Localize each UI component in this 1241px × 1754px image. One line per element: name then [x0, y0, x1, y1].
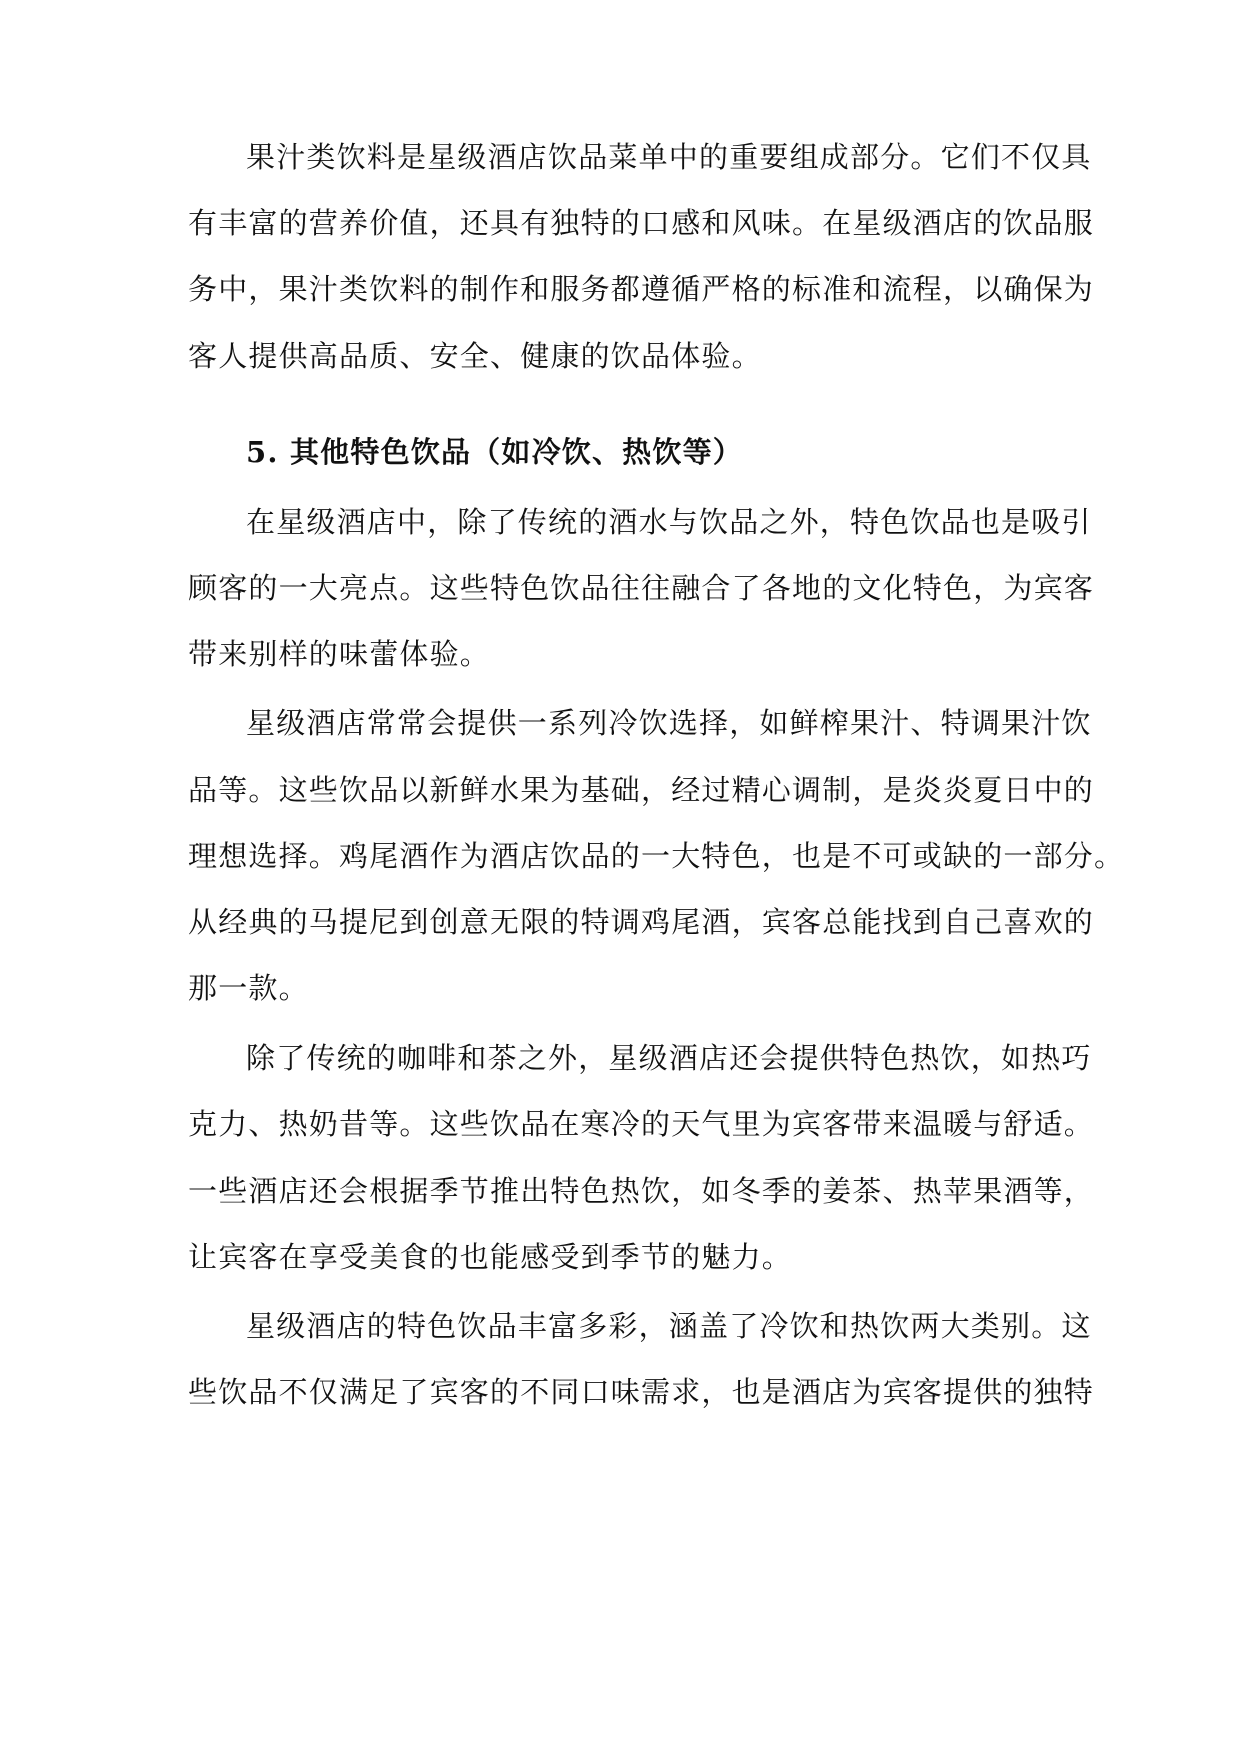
section-heading: 5. 其他特色饮品（如冷饮、热饮等）: [246, 435, 743, 469]
paragraph-line: 理想选择。鸡尾酒作为酒店饮品的一大特色，也是不可或缺的一部分。: [188, 839, 1125, 873]
paragraph-line: 客人提供高品质、安全、健康的饮品体验。: [188, 339, 762, 373]
paragraph-line: 星级酒店的特色饮品丰富多彩，涵盖了冷饮和热饮两大类别。这: [246, 1309, 1092, 1343]
paragraph-line: 让宾客在享受美食的也能感受到季节的魅力。: [188, 1240, 793, 1274]
paragraph-line: 务中，果汁类饮料的制作和服务都遵循严格的标准和流程，以确保为: [188, 272, 1095, 306]
paragraph-line: 果汁类饮料是星级酒店饮品菜单中的重要组成部分。它们不仅具: [246, 140, 1092, 174]
paragraph-line: 在星级酒店中，除了传统的酒水与饮品之外，特色饮品也是吸引: [246, 505, 1092, 539]
paragraph-line: 有丰富的营养价值，还具有独特的口感和风味。在星级酒店的饮品服: [188, 206, 1095, 240]
paragraph-line: 些饮品不仅满足了宾客的不同口味需求，也是酒店为宾客提供的独特: [188, 1375, 1095, 1409]
paragraph-line: 品等。这些饮品以新鲜水果为基础，经过精心调制，是炎炎夏日中的: [188, 773, 1095, 807]
paragraph-line: 除了传统的咖啡和茶之外，星级酒店还会提供特色热饮，如热巧: [246, 1041, 1092, 1075]
paragraph-line: 从经典的马提尼到创意无限的特调鸡尾酒，宾客总能找到自己喜欢的: [188, 905, 1095, 939]
paragraph-line: 顾客的一大亮点。这些特色饮品往往融合了各地的文化特色，为宾客: [188, 571, 1095, 605]
paragraph-line: 带来别样的味蕾体验。: [188, 637, 491, 671]
paragraph-line: 星级酒店常常会提供一系列冷饮选择，如鲜榨果汁、特调果汁饮: [246, 706, 1092, 740]
paragraph-line: 一些酒店还会根据季节推出特色热饮，如冬季的姜茶、热苹果酒等，: [188, 1174, 1095, 1208]
paragraph-line: 那一款。: [188, 971, 309, 1005]
paragraph-line: 克力、热奶昔等。这些饮品在寒冷的天气里为宾客带来温暖与舒适。: [188, 1107, 1095, 1141]
